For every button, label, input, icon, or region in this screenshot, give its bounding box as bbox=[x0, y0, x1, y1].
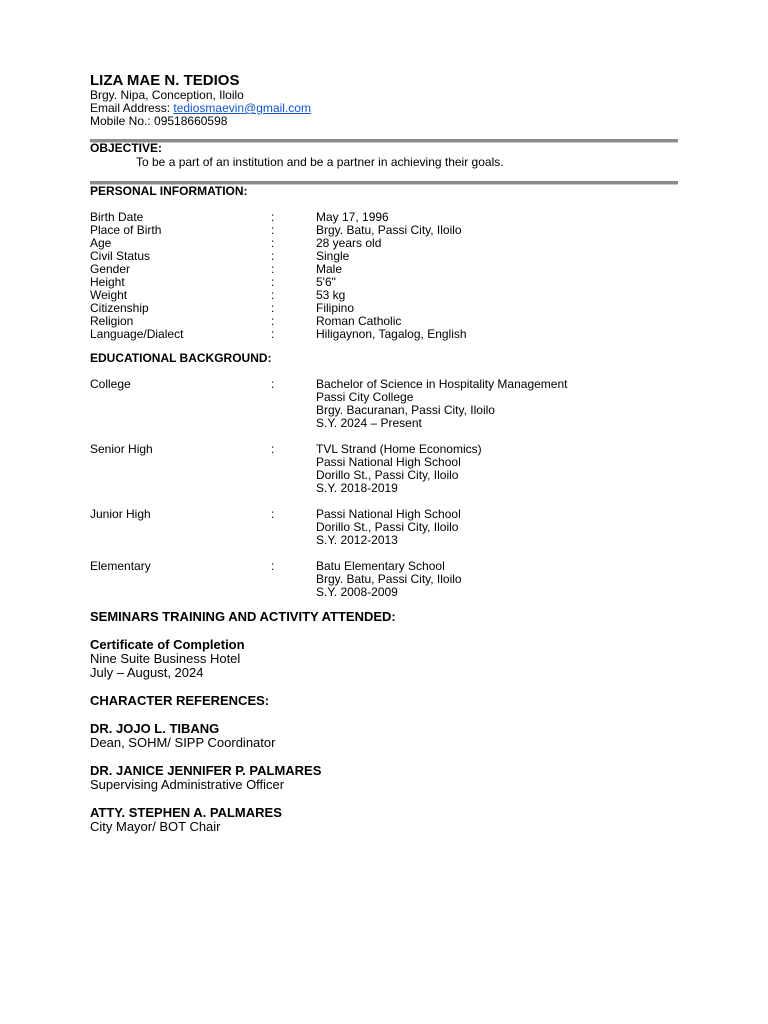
info-row bbox=[90, 263, 678, 276]
email-link[interactable]: tediosmaevin@gmail.com bbox=[173, 101, 311, 115]
info-row bbox=[90, 289, 678, 302]
education-section bbox=[90, 352, 678, 599]
reference-name: ATTY. STEPHEN A. PALMARES bbox=[90, 805, 282, 820]
education-line: S.Y. 2024 – Present bbox=[316, 416, 422, 430]
education-entry bbox=[90, 443, 678, 495]
info-value: Brgy. Batu, Passi City, Iloilo bbox=[316, 223, 462, 237]
education-level: Junior High bbox=[90, 507, 151, 521]
info-colon: : bbox=[271, 249, 275, 263]
education-line: Dorillo St., Passi City, Iloilo bbox=[316, 520, 459, 534]
info-value: 28 years old bbox=[316, 236, 382, 250]
info-colon: : bbox=[271, 223, 275, 237]
resume-header bbox=[90, 72, 311, 128]
education-details bbox=[316, 560, 678, 599]
info-value: Male bbox=[316, 262, 343, 276]
certificate-date: July – August, 2024 bbox=[90, 665, 204, 680]
info-label: Place of Birth bbox=[90, 223, 162, 237]
reference-role: Dean, SOHM/ SIPP Coordinator bbox=[90, 735, 276, 750]
info-value: Hiligaynon, Tagalog, English bbox=[316, 327, 467, 341]
reference-entry bbox=[90, 721, 678, 750]
education-line: TVL Strand (Home Economics) bbox=[316, 442, 482, 456]
applicant-name: LIZA MAE N. TEDIOS bbox=[90, 72, 240, 89]
education-details bbox=[316, 378, 678, 430]
info-value: Filipino bbox=[316, 301, 355, 315]
info-value: Single bbox=[316, 249, 350, 263]
info-label: Age bbox=[90, 236, 112, 250]
email-label: Email Address: bbox=[90, 101, 174, 115]
info-colon: : bbox=[271, 236, 275, 250]
education-level: College bbox=[90, 377, 131, 391]
seminars-title: SEMINARS TRAINING AND ACTIVITY ATTENDED: bbox=[90, 609, 396, 624]
reference-name: DR. JOJO L. TIBANG bbox=[90, 721, 220, 736]
info-row bbox=[90, 224, 678, 237]
education-entry bbox=[90, 508, 678, 547]
info-label: Weight bbox=[90, 288, 128, 302]
info-value: 53 kg bbox=[316, 288, 346, 302]
info-row bbox=[90, 328, 678, 341]
education-title: EDUCATIONAL BACKGROUND: bbox=[90, 351, 272, 365]
education-line: Brgy. Bacuranan, Passi City, Iloilo bbox=[316, 403, 495, 417]
education-line: Passi National High School bbox=[316, 455, 461, 469]
personal-info-section bbox=[90, 185, 678, 341]
mobile-line: Mobile No.: 09518660598 bbox=[90, 114, 228, 128]
info-colon: : bbox=[271, 210, 275, 224]
applicant-address: Brgy. Nipa, Conception, Iloilo bbox=[90, 88, 244, 102]
education-line: Passi City College bbox=[316, 390, 414, 404]
education-details bbox=[316, 443, 678, 495]
objective-text: To be a part of an institution and be a partner in achieving their goals. bbox=[136, 155, 504, 169]
info-value: May 17, 1996 bbox=[316, 210, 389, 224]
education-line: Bachelor of Science in Hospitality Management bbox=[316, 377, 568, 391]
education-line: Passi National High School bbox=[316, 507, 461, 521]
references-title: CHARACTER REFERENCES: bbox=[90, 693, 270, 708]
objective-title: OBJECTIVE: bbox=[90, 141, 163, 155]
info-label: Gender bbox=[90, 262, 131, 276]
education-line: S.Y. 2018-2019 bbox=[316, 481, 398, 495]
info-colon: : bbox=[271, 314, 275, 328]
seminars-section bbox=[90, 609, 678, 680]
education-line: Brgy. Batu, Passi City, Iloilo bbox=[316, 572, 462, 586]
education-line: Batu Elementary School bbox=[316, 559, 445, 573]
info-colon: : bbox=[271, 262, 275, 276]
info-colon: : bbox=[271, 301, 275, 315]
info-colon: : bbox=[271, 442, 275, 456]
objective-section bbox=[90, 142, 678, 169]
reference-entry bbox=[90, 805, 678, 834]
info-label: Birth Date bbox=[90, 210, 144, 224]
info-colon: : bbox=[271, 559, 275, 573]
info-colon: : bbox=[271, 275, 275, 289]
info-colon: : bbox=[271, 327, 275, 341]
reference-entry bbox=[90, 763, 678, 792]
info-label: Religion bbox=[90, 314, 134, 328]
info-value: Roman Catholic bbox=[316, 314, 402, 328]
education-entry bbox=[90, 560, 678, 599]
info-colon: : bbox=[271, 288, 275, 302]
info-colon: : bbox=[271, 507, 275, 521]
info-label: Citizenship bbox=[90, 301, 149, 315]
certificate-title: Certificate of Completion bbox=[90, 637, 245, 652]
info-label: Civil Status bbox=[90, 249, 151, 263]
reference-name: DR. JANICE JENNIFER P. PALMARES bbox=[90, 763, 322, 778]
reference-role: Supervising Administrative Officer bbox=[90, 777, 285, 792]
personal-info-title: PERSONAL INFORMATION: bbox=[90, 184, 248, 198]
info-label: Language/Dialect bbox=[90, 327, 184, 341]
info-colon: : bbox=[271, 377, 275, 391]
education-level: Elementary bbox=[90, 559, 151, 573]
education-line: Dorillo St., Passi City, Iloilo bbox=[316, 468, 459, 482]
info-row bbox=[90, 250, 678, 263]
education-entry bbox=[90, 378, 678, 430]
info-row bbox=[90, 276, 678, 289]
certificate-place: Nine Suite Business Hotel bbox=[90, 651, 241, 666]
info-value: 5'6" bbox=[316, 275, 336, 289]
education-level: Senior High bbox=[90, 442, 153, 456]
references-section bbox=[90, 693, 678, 834]
reference-role: City Mayor/ BOT Chair bbox=[90, 819, 221, 834]
education-line: S.Y. 2012-2013 bbox=[316, 533, 398, 547]
personal-info-table bbox=[90, 211, 678, 341]
info-row bbox=[90, 237, 678, 250]
education-details bbox=[316, 508, 678, 547]
info-label: Height bbox=[90, 275, 125, 289]
education-line: S.Y. 2008-2009 bbox=[316, 585, 398, 599]
